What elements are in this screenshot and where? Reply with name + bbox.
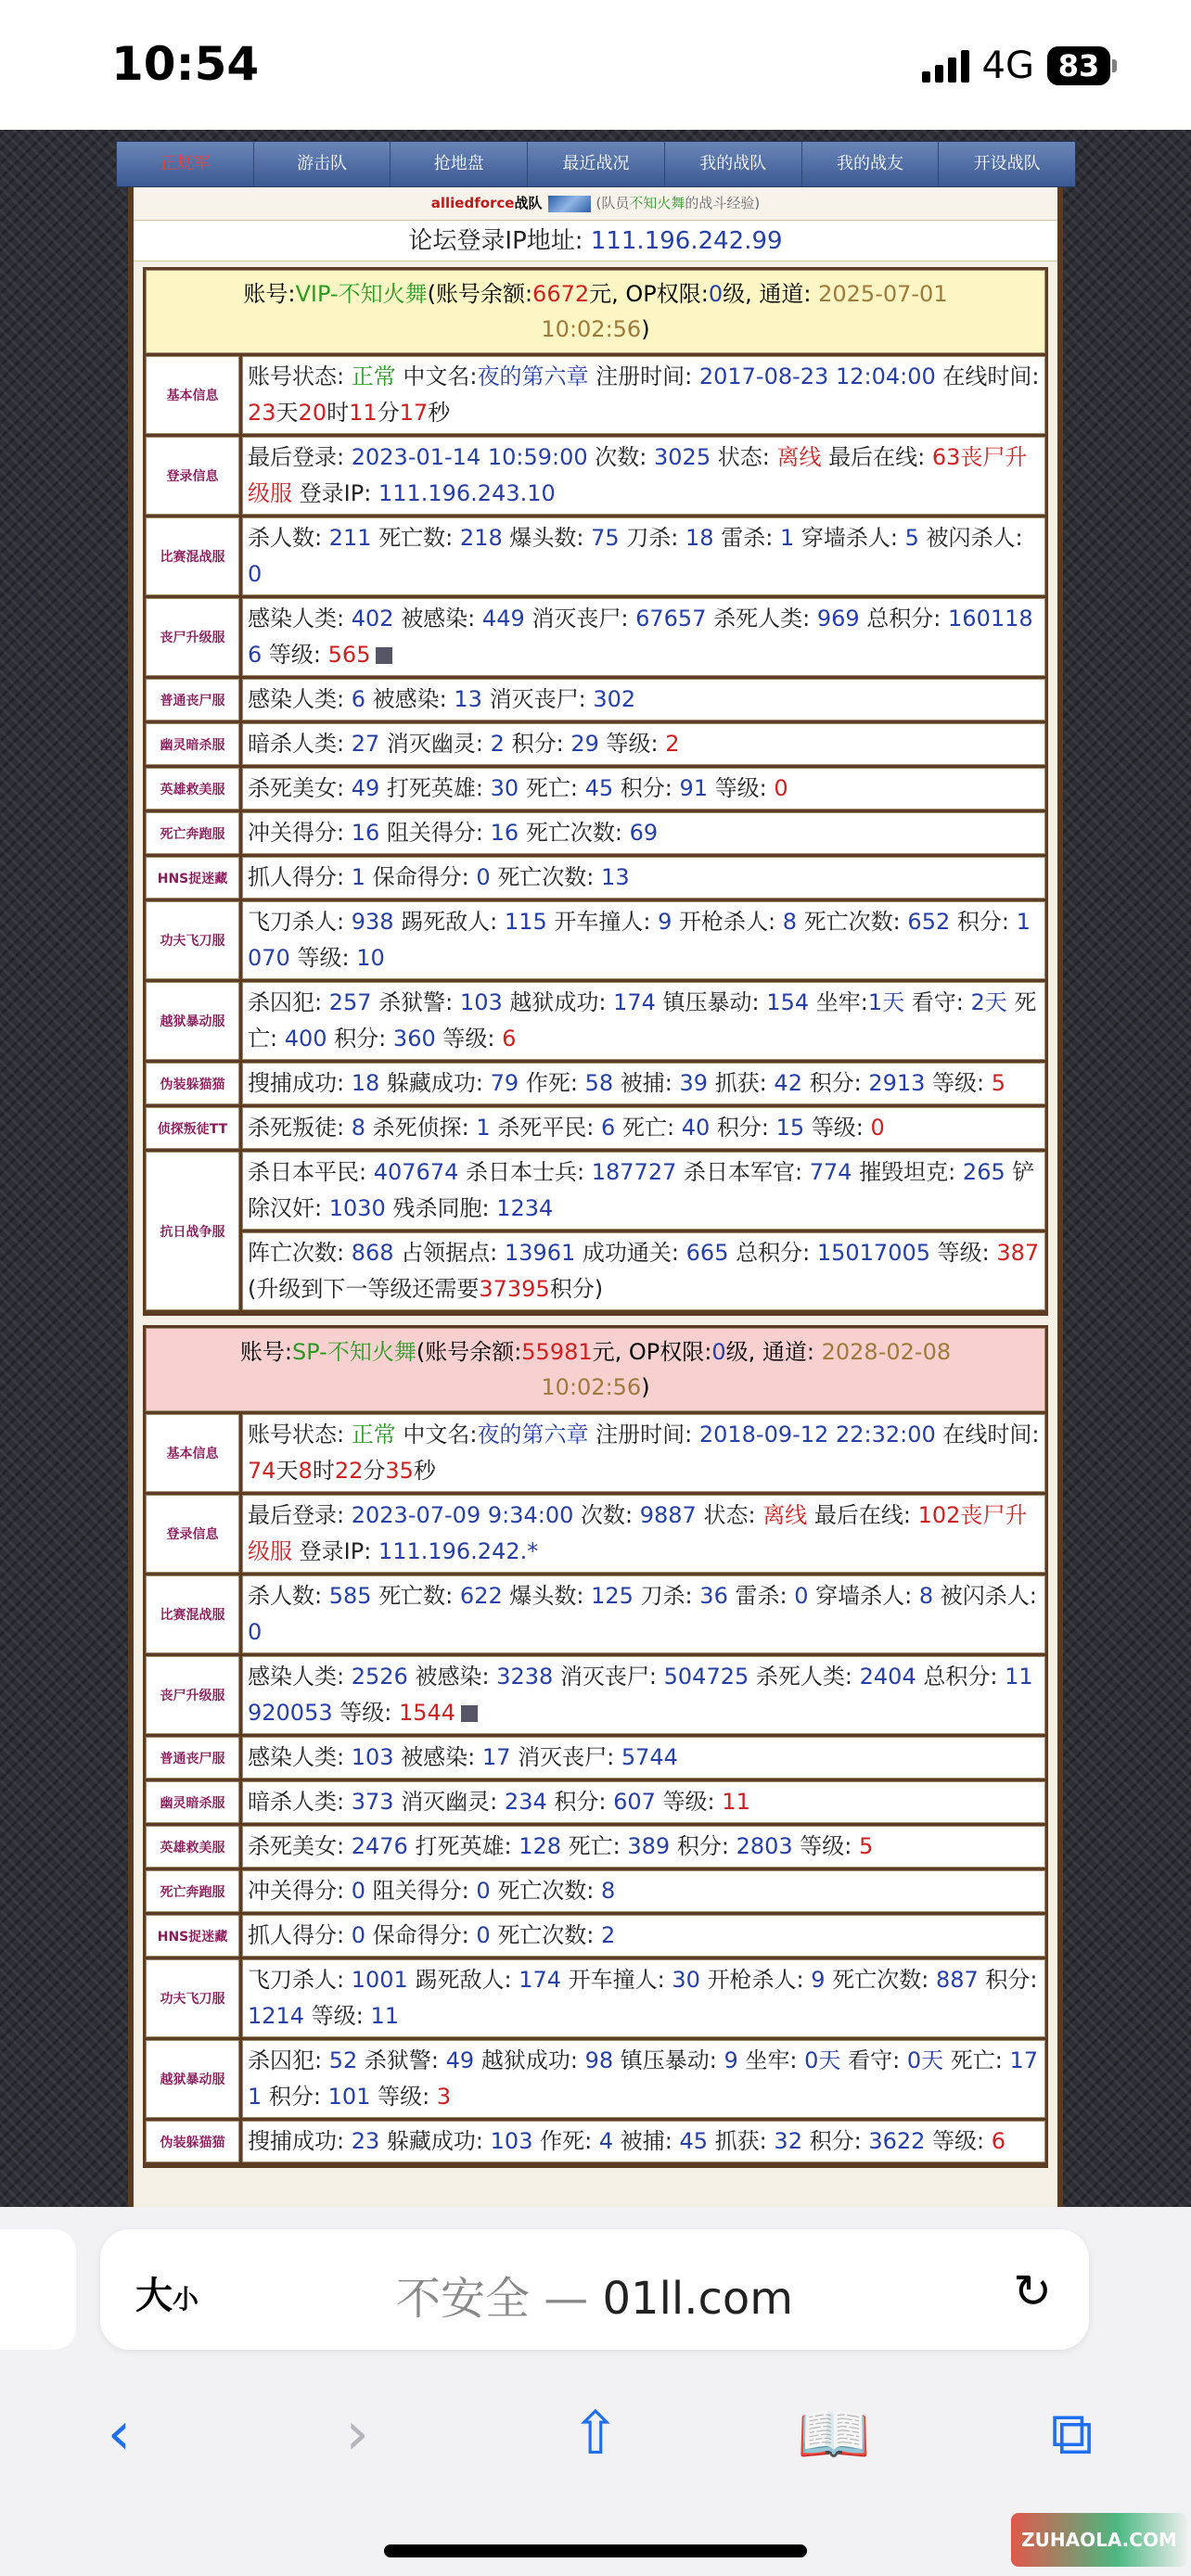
row-label: 登录信息 [146,437,239,515]
row-kungfu: 功夫飞刀服 飞刀杀人: 938 踢死敌人: 115 开车撞人: 9 开枪杀人: 8 死亡次数: 652 积分: 1070 等级: 10 [146,901,1045,979]
nav-recent-battles[interactable]: 最近战况 [528,142,665,186]
nav-my-team[interactable]: 我的战队 [665,142,802,186]
bookmarks-icon[interactable]: 📖 [796,2400,871,2469]
row-war: 抗日战争服 杀日本平民: 407674 杀日本士兵: 187727 杀日本军官: 774 摧毁坦克: 265 铲除汉奸: 1030 残杀同胞: 1234 阵亡次数: 868 占领据点: 13961 成功通关: 665 总积分: 15017005 等级: 387 (升级到下一等级还需要37395积分) [146,1152,1045,1310]
row-hns: HNS捉迷藏 抓人得分: 1 保命得分: 0 死亡次数: 13 [146,857,1045,899]
tabs-icon[interactable]: ⧉ [1050,2400,1094,2468]
row-label: 越狱暴动服 [146,982,239,1060]
text-size-button[interactable]: 大小 [135,2275,199,2317]
account-header: 账号:VIP-不知火舞(账号余额:6672元, OP权限:0级, 通道: 2025-07-01 10:02:56) [146,270,1045,353]
forum-ip-line: 论坛登录IP地址: 111.196.242.99 [134,221,1057,261]
row-label: 比赛混战服 [146,1575,239,1653]
browser-toolbar [0,2383,1191,2485]
content-frame [128,187,1063,2207]
team-member-name: 不知火舞 [629,195,685,211]
team-name[interactable]: alliedforce [430,195,515,211]
row-hero: 英雄救美服 杀死美女: 2476 打死英雄: 128 死亡: 389 积分: 2803 等级: 5 [146,1826,1045,1868]
row-label: 英雄救美服 [146,768,239,810]
row-label: 死亡奔跑服 [146,1870,239,1912]
row-zombie-normal: 普通丧尸服 感染人类: 103 被感染: 17 消灭丧尸: 5744 [146,1737,1045,1779]
row-label: 登录信息 [146,1495,239,1573]
back-icon[interactable]: ‹ [107,2400,132,2468]
row-zombie-upgrade: 丧尸升级服 感染人类: 402 被感染: 449 消灭丧尸: 67657 杀死人类: 969 总积分: 1601186 等级: 565 [146,598,1045,676]
nav-territory[interactable]: 抢地盘 [391,142,528,186]
cellular-signal-icon [922,49,969,83]
row-label: 伪装躲猫猫 [146,1063,239,1104]
row-zombie-upgrade: 丧尸升级服 感染人类: 2526 被感染: 3238 消灭丧尸: 504725 杀死人类: 2404 总积分: 11920053 等级: 1544 [146,1656,1045,1734]
row-zombie-normal: 普通丧尸服 感染人类: 6 被感染: 13 消灭丧尸: 302 [146,679,1045,721]
row-label: 伪装躲猫猫 [146,2121,239,2162]
row-label: 幽灵暗杀服 [146,1781,239,1823]
address-bar[interactable] [100,2229,1089,2350]
row-label: 越狱暴动服 [146,2040,239,2118]
row-jailbreak: 越狱暴动服 杀囚犯: 257 杀狱警: 103 越狱成功: 174 镇压暴动: 154 坐牢:1天 看守: 2天 死亡: 400 积分: 360 等级: 6 [146,982,1045,1060]
status-bar [0,0,1191,130]
row-label: 基本信息 [146,1414,239,1492]
row-hns: HNS捉迷藏 抓人得分: 0 保命得分: 0 死亡次数: 2 [146,1915,1045,1957]
not-secure-label: 不安全 [395,2273,530,2325]
previous-tab-card[interactable] [0,2229,76,2350]
row-mix-server: 比赛混战服 杀人数: 585 死亡数: 622 爆头数: 125 刀杀: 36 雷杀: 0 穿墙杀人: 8 被闪杀人: 0 [146,1575,1045,1653]
row-label: 普通丧尸服 [146,1737,239,1779]
row-deathrun: 死亡奔跑服 冲关得分: 0 阻关得分: 0 死亡次数: 8 [146,1870,1045,1912]
row-basic-info: 基本信息 账号状态: 正常 中文名:夜的第六章 注册时间: 2018-09-12 22:32:00 在线时间: 74天8时22分35秒 [146,1414,1045,1492]
row-label: 英雄救美服 [146,1826,239,1868]
row-label: 普通丧尸服 [146,679,239,721]
row-label: 丧尸升级服 [146,1656,239,1734]
row-ghost: 幽灵暗杀服 暗杀人类: 373 消灭幽灵: 234 积分: 607 等级: 11 [146,1781,1045,1823]
account-panel-vip [143,267,1048,1316]
domain-label: 01ll.com [602,2273,794,2325]
row-label: 死亡奔跑服 [146,812,239,854]
clock: 10:54 [111,37,260,91]
row-label: 功夫飞刀服 [146,901,239,979]
account-header: 账号:SP-不知火舞(账号余额:55981元, OP权限:0级, 通道: 2028-02-08 10:02:56) [146,1328,1045,1411]
row-ghost: 幽灵暗杀服 暗杀人类: 27 消灭幽灵: 2 积分: 29 等级: 2 [146,723,1045,765]
level-badge-icon [376,647,392,664]
row-label: 侦探叛徒TT [146,1107,239,1149]
forward-icon[interactable]: › [345,2400,369,2468]
row-login-info: 登录信息 最后登录: 2023-01-14 10:59:00 次数: 3025 状态: 离线 最后在线: 63丧尸升级服 登录IP: 111.196.243.10 [146,437,1045,515]
row-kungfu: 功夫飞刀服 飞刀杀人: 1001 踢死敌人: 174 开车撞人: 30 开枪杀人: 9 死亡次数: 887 积分: 1214 等级: 11 [146,1959,1045,2037]
team-flag-icon [548,196,591,212]
row-label: 抗日战争服 [146,1152,239,1310]
row-basic-info: 基本信息 账号状态: 正常 中文名:夜的第六章 注册时间: 2017-08-23 12:04:00 在线时间: 23天20时11分17秒 [146,356,1045,434]
web-content [0,130,1191,2207]
row-mix-server: 比赛混战服 杀人数: 211 死亡数: 218 爆头数: 75 刀杀: 18 雷杀: 1 穿墙杀人: 5 被闪杀人: 0 [146,517,1045,595]
battery-icon [1047,46,1117,85]
nav-guerrilla[interactable]: 游击队 [254,142,391,186]
reload-icon[interactable]: ↻ [1013,2264,1052,2318]
nav-regular-army[interactable]: 正规军 [117,142,254,186]
top-nav [116,141,1076,187]
row-deathrun: 死亡奔跑服 冲关得分: 16 阻关得分: 16 死亡次数: 69 [146,812,1045,854]
share-icon[interactable]: ⇧ [570,2400,621,2468]
row-label: 基本信息 [146,356,239,434]
home-indicator [384,2544,807,2557]
row-label: 比赛混战服 [146,517,239,595]
row-label: 丧尸升级服 [146,598,239,676]
nav-create-team[interactable]: 开设战队 [973,154,1041,173]
row-label: 幽灵暗杀服 [146,723,239,765]
forum-ip-value: 111.196.242.99 [590,227,783,255]
nav-my-comrades[interactable]: 我的战友 [802,142,940,186]
battery-level: 83 [1047,46,1110,85]
row-disguise: 伪装躲猫猫 搜捕成功: 18 躲藏成功: 79 作死: 58 被捕: 39 抓获: 42 积分: 2913 等级: 5 [146,1063,1045,1104]
row-disguise: 伪装躲猫猫 搜捕成功: 23 躲藏成功: 103 作死: 4 被捕: 45 抓获: 32 积分: 3622 等级: 6 [146,2121,1045,2162]
row-label: HNS捉迷藏 [146,1915,239,1957]
team-banner: alliedforce战队 (队员不知火舞的战斗经验) [134,187,1057,221]
network-type: 4G [981,45,1034,87]
row-jailbreak: 越狱暴动服 杀囚犯: 52 杀狱警: 49 越狱成功: 98 镇压暴动: 9 坐牢: 0天 看守: 0天 死亡: 171 积分: 101 等级: 3 [146,2040,1045,2118]
browser-bottom-bar [0,2207,1191,2576]
row-login-info: 登录信息 最后登录: 2023-07-09 9:34:00 次数: 9887 状态: 离线 最后在线: 102丧尸升级服 登录IP: 111.196.242.* [146,1495,1045,1573]
row-hero: 英雄救美服 杀死美女: 49 打死英雄: 30 死亡: 45 积分: 91 等级: 0 [146,768,1045,810]
row-label: HNS捉迷藏 [146,857,239,899]
watermark-logo: ZUHAOLA.COM [1011,2513,1187,2567]
row-label: 功夫飞刀服 [146,1959,239,2037]
level-badge-icon [461,1705,478,1722]
account-panel-sp [143,1325,1048,2168]
row-traitor: 侦探叛徒TT 杀死叛徒: 8 杀死侦探: 1 杀死平民: 6 死亡: 40 积分: 15 等级: 0 [146,1107,1045,1149]
url-display[interactable]: 不安全 — 01ll.com [395,2273,794,2325]
